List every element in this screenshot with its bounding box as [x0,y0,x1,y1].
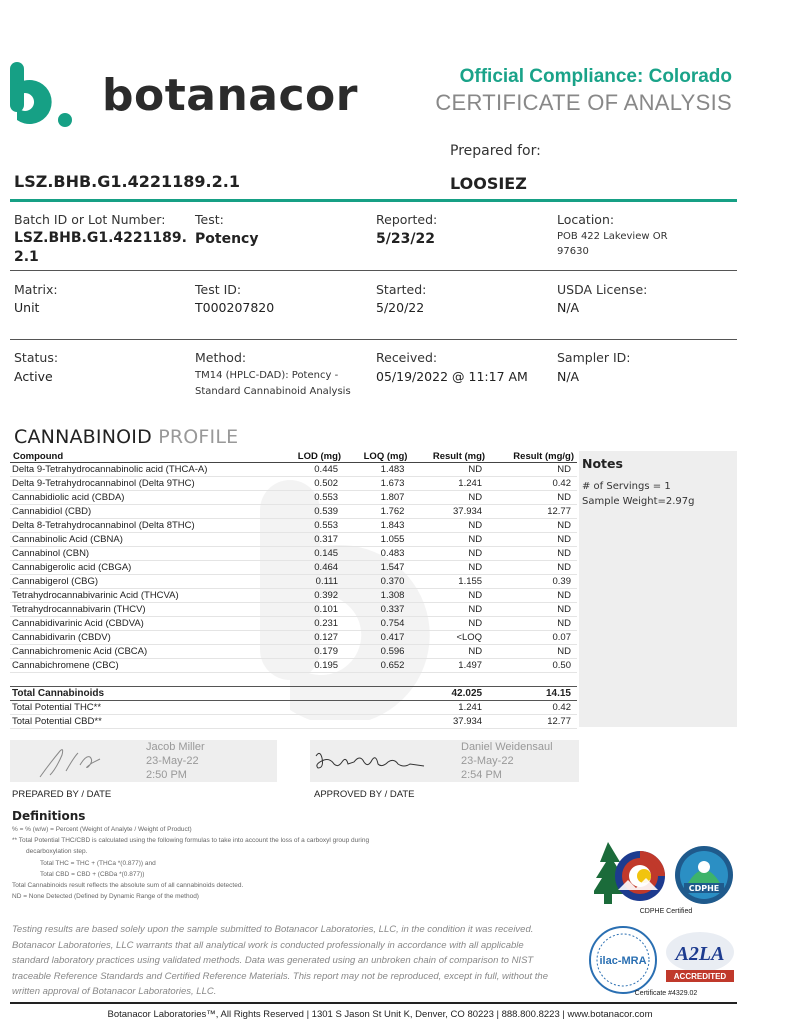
preparer-time: 2:50 PM [146,769,187,781]
value-cell: ND [410,561,488,575]
colorado-seal-icon [594,840,670,910]
received-label: Received: [376,350,438,365]
header-divider [10,199,737,202]
value-cell [281,701,344,715]
value-cell: 0.652 [344,659,410,673]
a2la-accredited-badge-icon [662,930,738,990]
value-cell: 12.77 [488,715,577,729]
column-header: LOD (mg) [281,451,344,463]
value-cell: 1.807 [344,491,410,505]
value-cell: 0.50 [488,659,577,673]
value-cell: 1.241 [410,477,488,491]
compound-cell: Cannabidivarin (CBDV) [10,631,281,645]
table-row [10,491,577,505]
usda-license-value: N/A [557,300,580,315]
compound-cell: Delta 9-Tetrahydrocannabinolic acid (THCA-A) [10,463,281,477]
disclaimer-line: Botanacor Laboratories, LLC warrants that all analytical work is conducted professionally in accordance with all applicable [12,939,524,951]
approver-date: 23-May-22 [461,755,514,767]
info-divider [10,270,737,271]
value-cell: 1.055 [344,533,410,547]
value-cell: 0.231 [281,617,344,631]
value-cell: 42.025 [410,687,488,701]
compound-cell: Tetrahydrocannabivarin (THCV) [10,603,281,617]
disclaimer-line: standard laboratory practices using validated methods. Data was generated using an unbroken chain of comparison to NIST [12,955,534,966]
value-cell: ND [410,519,488,533]
value-cell: 0.195 [281,659,344,673]
compound-cell: Cannabinolic Acid (CBNA) [10,533,281,547]
value-cell: <LOQ [410,631,488,645]
value-cell: ND [488,645,577,659]
status-value: Active [14,369,53,384]
value-cell: 1.843 [344,519,410,533]
empty-cell [410,673,488,687]
value-cell: 0.337 [344,603,410,617]
value-cell: 0.464 [281,561,344,575]
value-cell: ND [410,645,488,659]
value-cell: 0.553 [281,519,344,533]
empty-cell [344,673,410,687]
value-cell: 0.417 [344,631,410,645]
value-cell: 0.596 [344,645,410,659]
value-cell: ND [410,603,488,617]
compound-cell: Total Potential THC** [10,701,281,715]
value-cell: 0.553 [281,491,344,505]
brand-wordmark: botanacor [102,70,358,121]
cdphe-badge-icon [674,845,734,909]
definitions-title: Definitions [12,809,86,823]
table-row [10,533,577,547]
value-cell: ND [488,561,577,575]
compound-cell: Cannabinol (CBN) [10,547,281,561]
value-cell: 0.07 [488,631,577,645]
compound-cell: Cannabidiolic acid (CBDA) [10,491,281,505]
certificate-number: Certificate #4329.02 [634,990,698,997]
reported-label: Reported: [376,212,438,227]
table-row [10,477,577,491]
location-line2: 97630 [557,246,589,257]
preparer-name: Jacob Miller [146,741,205,753]
value-cell: ND [410,617,488,631]
table-row [10,519,577,533]
method-line2: Standard Cannabinoid Analysis [195,386,351,397]
value-cell: ND [488,603,577,617]
value-cell: ND [488,533,577,547]
value-cell [281,715,344,729]
document-type-heading: CERTIFICATE OF ANALYSIS [435,90,732,115]
value-cell: 0.445 [281,463,344,477]
definitions-text [12,824,369,902]
empty-cell [10,673,281,687]
sampler-id-label: Sampler ID: [557,350,631,365]
section-title-light: PROFILE [158,426,239,448]
value-cell: 1.241 [410,701,488,715]
compound-cell: Delta 9-Tetrahydrocannabinol (Delta 9THC) [10,477,281,491]
compound-cell: Cannabichromenic Acid (CBCA) [10,645,281,659]
value-cell: 0.370 [344,575,410,589]
table-row [10,659,577,673]
compound-cell: Delta 8-Tetrahydrocannabinol (Delta 8THC) [10,519,281,533]
compound-cell: Cannabidiol (CBD) [10,505,281,519]
disclaimer-text [12,922,582,1000]
value-cell [281,687,344,701]
received-value: 05/19/2022 @ 11:17 AM [376,369,528,384]
matrix-label: Matrix: [14,282,58,297]
value-cell: 0.392 [281,589,344,603]
compliance-heading: Official Compliance: Colorado [459,66,732,87]
batch-id-label: Batch ID or Lot Number: [14,212,166,227]
value-cell: ND [410,491,488,505]
started-value: 5/20/22 [376,300,425,315]
value-cell: 0.145 [281,547,344,561]
table-row [10,505,577,519]
table-row [10,463,577,477]
cannabinoid-profile-title [14,426,238,448]
a2la-badge-text: A2LA [675,943,725,965]
value-cell: ND [488,463,577,477]
approved-by-label: APPROVED BY / DATE [314,789,415,800]
value-cell: 1.308 [344,589,410,603]
compound-cell: Cannabidivarinic Acid (CBDVA) [10,617,281,631]
value-cell: 37.934 [410,505,488,519]
approver-name: Daniel Weidensaul [461,741,553,753]
table-header-row [10,451,577,463]
column-header: LOQ (mg) [344,451,410,463]
ilac-mra-badge-icon [588,925,658,999]
value-cell: ND [410,533,488,547]
value-cell: 37.934 [410,715,488,729]
location-line1: POB 422 Lakeview OR [557,231,668,242]
value-cell: ND [410,547,488,561]
compound-cell: Tetrahydrocannabivarinic Acid (THCVA) [10,589,281,603]
preparer-date: 23-May-22 [146,755,199,767]
table-row [10,589,577,603]
compound-cell: Total Cannabinoids [10,687,281,701]
accredited-text: ACCREDITED [673,972,727,981]
compound-cell: Cannabigerolic acid (CBGA) [10,561,281,575]
value-cell: 0.42 [488,701,577,715]
table-row [10,645,577,659]
prepared-for-label: Prepared for: [450,143,541,159]
disclaimer-line: Testing results are based solely upon the sample submitted to Botanacor Laboratories, LLC, in the condition it was received. [12,924,534,935]
value-cell: 1.483 [344,463,410,477]
ilac-badge-text: ilac-MRA [599,955,647,967]
notes-panel [579,451,737,727]
table-row [10,631,577,645]
definition-line: % = % (w/w) = Percent (Weight of Analyte / Weight of Product) [12,826,192,833]
column-header: Result (mg) [410,451,488,463]
table-row [10,603,577,617]
table-row [10,617,577,631]
batch-id-value-line1: LSZ.BHB.G1.4221189. [14,230,187,246]
table-row [10,561,577,575]
value-cell: ND [488,617,577,631]
prepared-by-label: PREPARED BY / DATE [12,789,112,800]
section-title-main: CANNABINOID [14,426,152,448]
value-cell [344,701,410,715]
usda-license-label: USDA License: [557,282,648,297]
value-cell: 0.42 [488,477,577,491]
table-row [10,547,577,561]
sample-weight-note: Sample Weight=2.97g [582,496,695,507]
column-header: Result (mg/g) [488,451,577,463]
definition-line: ** Total Potential THC/CBD is calculated using the following formulas to take into account the loss of a carboxyl group during [12,837,370,845]
value-cell: ND [410,589,488,603]
column-header: Compound [10,451,281,463]
prepared-signature-image [30,743,120,779]
approved-signature-image [312,746,432,776]
test-id-value: T000207820 [195,300,275,315]
matrix-value: Unit [14,300,40,315]
test-id-label: Test ID: [195,282,242,297]
definition-line: Total THC = THC + (THCa *(0.877)) and [40,859,156,867]
footer-divider [10,1002,737,1004]
value-cell: 0.179 [281,645,344,659]
value-cell: 0.101 [281,603,344,617]
info-divider [10,339,737,340]
disclaimer-line: written approval of Botanacor Laboratories, LLC. [12,986,217,997]
value-cell [344,687,410,701]
empty-cell [281,673,344,687]
client-name: LOOSIEZ [450,174,527,193]
compound-cell: Total Potential CBD** [10,715,281,729]
table-row [10,701,577,715]
value-cell: ND [488,589,577,603]
definition-line: ND = None Detected (Defined by Dynamic Range of the method) [12,893,199,901]
value-cell: 0.502 [281,477,344,491]
spacer-row [10,673,577,687]
value-cell: ND [488,519,577,533]
value-cell: 0.483 [344,547,410,561]
value-cell: 1.673 [344,477,410,491]
cdphe-badge-text: CDPHE [688,884,720,893]
value-cell: 0.111 [281,575,344,589]
botanacor-logo-icon [10,62,74,128]
cdphe-certified-caption: CDPHE Certified [639,908,693,915]
value-cell: 0.39 [488,575,577,589]
value-cell: 1.155 [410,575,488,589]
batch-code-header: LSZ.BHB.G1.4221189.2.1 [14,172,240,191]
status-label: Status: [14,350,59,365]
value-cell: ND [410,463,488,477]
compound-cell: Cannabigerol (CBG) [10,575,281,589]
notes-title: Notes [582,456,623,471]
value-cell: 0.127 [281,631,344,645]
table-row [10,575,577,589]
value-cell: 0.539 [281,505,344,519]
value-cell: 1.547 [344,561,410,575]
value-cell: 14.15 [488,687,577,701]
cannabinoid-table [10,451,577,729]
value-cell: 1.762 [344,505,410,519]
started-label: Started: [376,282,427,297]
value-cell: 1.497 [410,659,488,673]
method-label: Method: [195,350,247,365]
approver-time: 2:54 PM [461,769,502,781]
value-cell: 0.317 [281,533,344,547]
value-cell [344,715,410,729]
compound-cell: Cannabichromene (CBC) [10,659,281,673]
location-label: Location: [557,212,615,227]
total-row [10,687,577,701]
approved-by-signature-box [310,740,579,782]
sampler-id-value: N/A [557,369,580,384]
definition-line: decarboxylation step. [26,848,88,856]
test-value: Potency [195,231,259,247]
reported-value: 5/23/22 [376,231,435,247]
definition-line: Total Cannabinoids result reflects the absolute sum of all cannabinoids detected. [12,882,244,890]
batch-id-value-line2: 2.1 [14,249,39,265]
disclaimer-line: traceable Reference Standards and Certified Reference Materials. This report may not be reproduced, except in full, without the [12,970,548,982]
prepared-by-signature-box [10,740,277,782]
empty-cell [488,673,577,687]
servings-note: # of Servings = 1 [582,481,671,492]
method-line1: TM14 (HPLC-DAD): Potency - [195,370,339,381]
table-row [10,715,577,729]
definition-line: Total CBD = CBD + (CBDa *(0.877)) [40,870,145,878]
value-cell: ND [488,547,577,561]
value-cell: 0.754 [344,617,410,631]
value-cell: ND [488,491,577,505]
test-label: Test: [195,212,224,227]
value-cell: 12.77 [488,505,577,519]
footer-text: Botanacor Laboratories™, All Rights Reserved | 1301 S Jason St Unit K, Denver, CO 80223 | 888.800.8223 | www.botanacor.com [107,1009,653,1020]
